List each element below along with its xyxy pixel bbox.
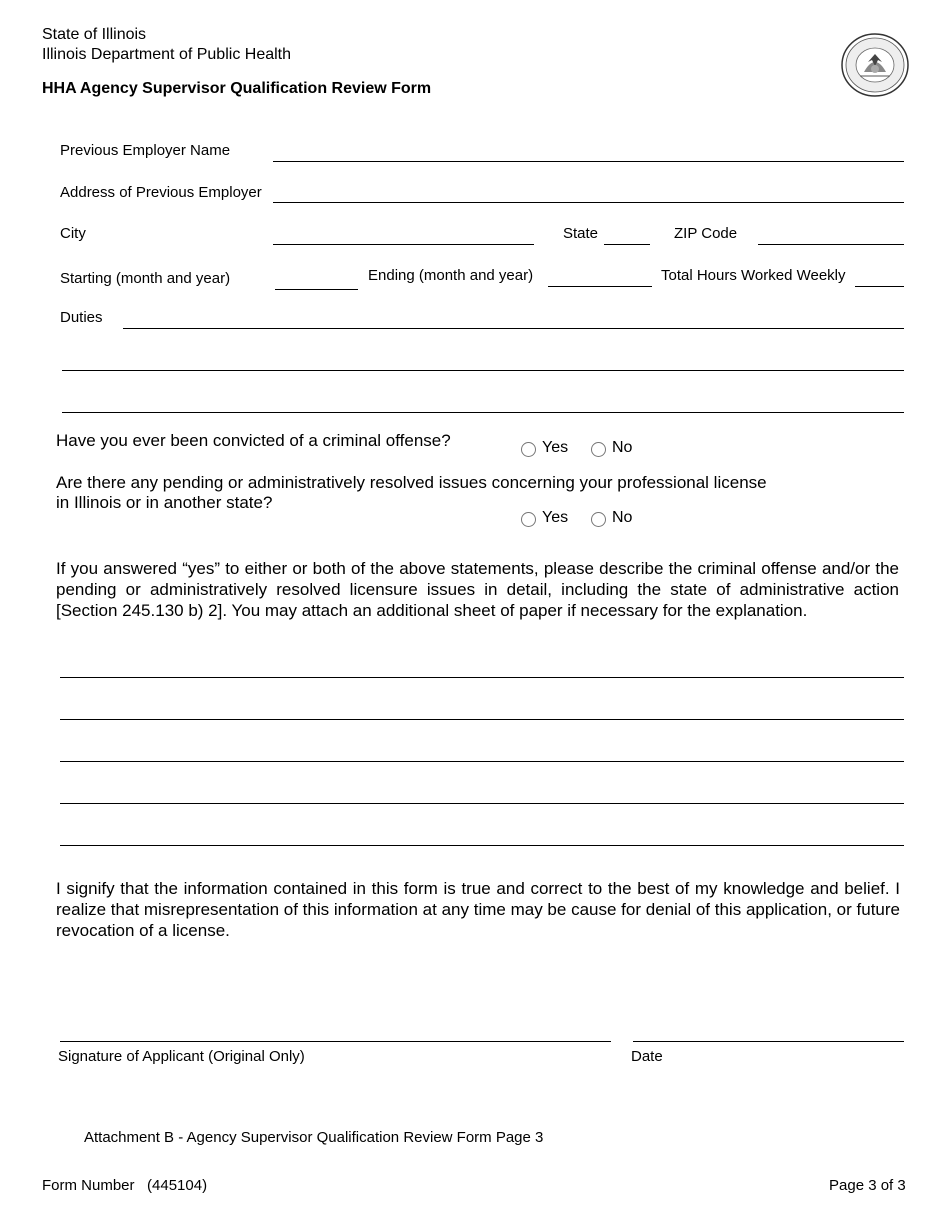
criminal-offense-question: Have you ever been convicted of a criminal offense? bbox=[56, 431, 451, 450]
signature-label: Signature of Applicant (Original Only) bbox=[58, 1048, 305, 1065]
criminal-offense-no-option[interactable] bbox=[591, 439, 632, 457]
ending-date-label: Ending (month and year) bbox=[368, 267, 534, 284]
explanation-field-line-2[interactable] bbox=[60, 699, 904, 720]
duties-field-line-1[interactable] bbox=[123, 308, 904, 329]
previous-employer-address-field[interactable] bbox=[273, 182, 904, 203]
signature-field[interactable] bbox=[60, 1021, 611, 1042]
date-label: Date bbox=[631, 1048, 663, 1065]
explanation-instructions: If you answered “yes” to either or both of the above statements, please describe the criminal offense and/or the pending or administratively resolved licensure issues in detail, including the state of administrative action [Section 245.130 b) 2]. You may attach an additional sheet of paper if necessary for the explanation. bbox=[56, 559, 899, 620]
form-number: Form Number (445104) bbox=[42, 1177, 208, 1194]
state-field[interactable] bbox=[604, 224, 650, 245]
no-label: No bbox=[612, 509, 633, 526]
duties-field-line-2[interactable] bbox=[62, 350, 904, 371]
no-label: No bbox=[612, 439, 633, 456]
total-hours-field[interactable] bbox=[855, 266, 904, 287]
license-issues-question-line-2: in Illinois or in another state? bbox=[56, 493, 273, 512]
duties-label: Duties bbox=[60, 309, 103, 326]
criminal-offense-yes-option[interactable] bbox=[521, 439, 568, 457]
criminal-offense-no-radio[interactable] bbox=[591, 442, 606, 457]
state-name: State of Illinois bbox=[42, 26, 147, 43]
license-issues-question-line-1: Are there any pending or administratively resolved issues concerning your professional license bbox=[56, 473, 767, 492]
state-label: State bbox=[563, 225, 599, 242]
explanation-field-line-1[interactable] bbox=[60, 657, 904, 678]
previous-employer-name-field[interactable] bbox=[273, 141, 904, 162]
previous-employer-name-label: Previous Employer Name bbox=[60, 142, 231, 159]
starting-date-field[interactable] bbox=[275, 269, 358, 290]
criminal-offense-yes-radio[interactable] bbox=[521, 442, 536, 457]
starting-date-label: Starting (month and year) bbox=[60, 270, 231, 287]
zip-code-label: ZIP Code bbox=[674, 225, 738, 242]
yes-label: Yes bbox=[542, 439, 569, 456]
total-hours-label: Total Hours Worked Weekly bbox=[661, 267, 846, 284]
license-issues-no-option[interactable] bbox=[591, 509, 632, 527]
certification-statement: I signify that the information contained in this form is true and correct to the best of my knowledge and belief. I realize that misrepresentation of this information at any time may be cause for denial of this application, or future revocation of a license. bbox=[56, 879, 900, 940]
form-title: HHA Agency Supervisor Qualification Review Form bbox=[42, 80, 432, 97]
explanation-field-line-5[interactable] bbox=[60, 825, 904, 846]
explanation-field-line-3[interactable] bbox=[60, 741, 904, 762]
zip-code-field[interactable] bbox=[758, 224, 904, 245]
license-issues-yes-radio[interactable] bbox=[521, 512, 536, 527]
state-seal-icon bbox=[840, 32, 910, 98]
license-issues-no-radio[interactable] bbox=[591, 512, 606, 527]
attachment-footer: Attachment B - Agency Supervisor Qualification Review Form Page 3 bbox=[84, 1129, 544, 1146]
ending-date-field[interactable] bbox=[548, 266, 652, 287]
license-issues-yes-option[interactable] bbox=[521, 509, 568, 527]
date-field[interactable] bbox=[633, 1021, 904, 1042]
city-label: City bbox=[60, 225, 86, 242]
previous-employer-address-label: Address of Previous Employer bbox=[60, 184, 262, 201]
city-field[interactable] bbox=[273, 224, 534, 245]
duties-field-line-3[interactable] bbox=[62, 392, 904, 413]
yes-label: Yes bbox=[542, 509, 569, 526]
page-number: Page 3 of 3 bbox=[829, 1177, 906, 1194]
department-name: Illinois Department of Public Health bbox=[42, 46, 292, 63]
explanation-field-line-4[interactable] bbox=[60, 783, 904, 804]
